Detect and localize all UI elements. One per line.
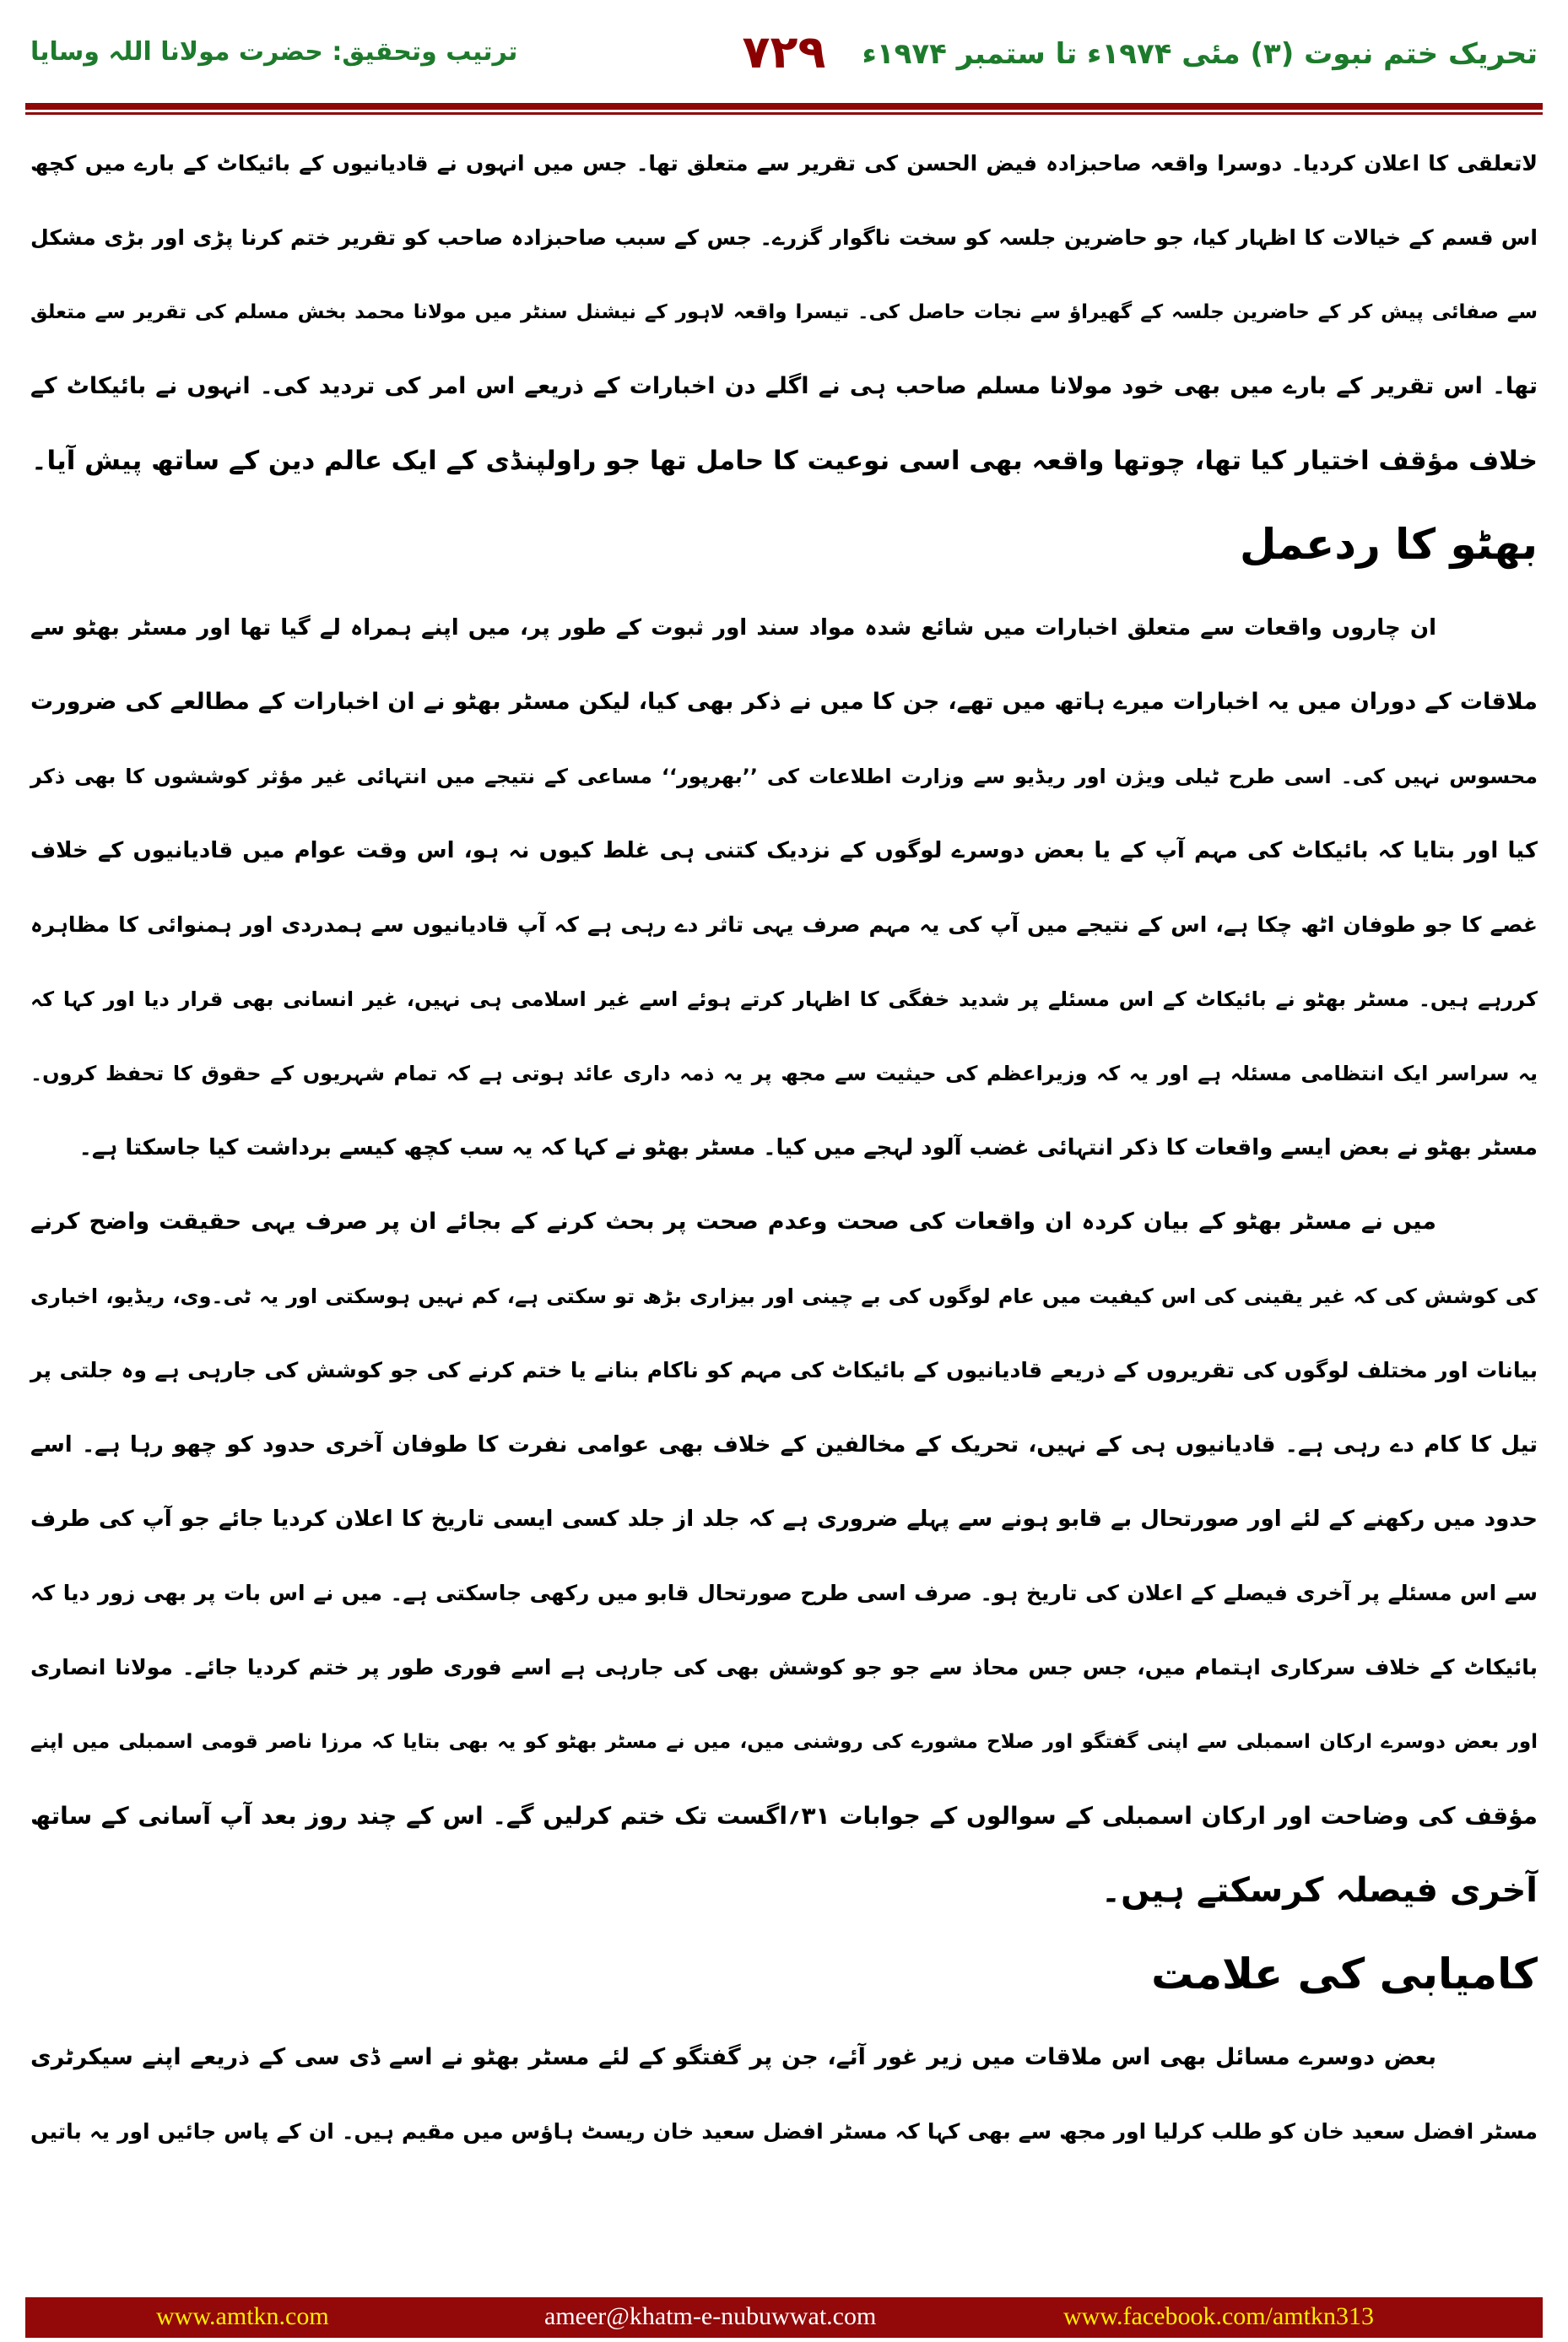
text-line: ملاقات کے دوران میں یہ اخبارات میرے ہاتھ میں تھے، جن کا میں نے ذکر بھی کیا، لیکن مسٹر بھٹو نے ان اخبارات کے مطالعے کی ضرورت bbox=[30, 689, 1538, 715]
text-line: یہ سراسر ایک انتظامی مسئلہ ہے اور یہ کہ وزیراعظم کی حیثیت سے مجھ پر یہ ذمہ داری عائد ہوتی ہے کہ تمام شہریوں کے حقوق کا تحفظ کروں۔ bbox=[30, 1062, 1538, 1085]
page-header bbox=[0, 25, 1568, 93]
text-line: مسٹر افضل سعید خان کو طلب کرلیا اور مجھ سے بھی کہا کہ مسٹر افضل سعید خان ریسٹ ہاؤس میں مقیم ہیں۔ ان کے پاس جائیں اور یہ باتیں bbox=[30, 2119, 1538, 2144]
text-line: میں نے مسٹر بھٹو کے بیان کردہ ان واقعات کی صحت وعدم صحت پر بحث کرنے کے بجائے ان پر صرف یہی حقیقت واضح کرنے bbox=[30, 1209, 1436, 1235]
section-heading-bhutto-reaction: بھٹو کا ردعمل bbox=[1240, 520, 1538, 569]
text-line: آخری فیصلہ کرسکتے ہیں۔ bbox=[1100, 1871, 1538, 1910]
page-body bbox=[30, 127, 1538, 2169]
text-line: محسوس نہیں کی۔ اسی طرح ٹیلی ویژن اور ریڈیو سے وزارت اطلاعات کی ’’بھرپور‘‘ مساعی کے نتیجے میں انتہائی غیر مؤثر کوششوں کا بھی ذکر bbox=[30, 765, 1538, 788]
footer-website-link[interactable]: www.amtkn.com bbox=[156, 2302, 329, 2330]
paragraph-section-1 bbox=[30, 127, 1538, 498]
text-line: بائیکاٹ کے خلاف سرکاری اہتمام میں، جس جس محاذ سے جو جو کوشش بھی کی جارہی ہے اسے فوری طور پر ختم کردیا جائے۔ مولانا انصاری bbox=[30, 1655, 1538, 1679]
text-line: کیا اور بتایا کہ بائیکاٹ کی مہم آپ کے یا بعض دوسرے لوگوں کے نزدیک کتنی ہی غلط کیوں نہ ہو، اس وقت عوام میں قادیانیوں کے خلاف bbox=[30, 838, 1538, 863]
book-title: تحریک ختم نبوت (۳) مئی ۱۹۷۴ء تا ستمبر ۱۹۷۴ء bbox=[862, 37, 1538, 71]
text-line: اور بعض دوسرے ارکان اسمبلی سے اپنی گفتگو اور صلاح مشورے کی روشنی میں، میں نے مسٹر بھٹو کو یہ بھی بتایا کہ مرزا ناصر قومی اسمبلی میں اپنے bbox=[30, 1731, 1538, 1753]
paragraph-section-3 bbox=[30, 2020, 1538, 2169]
text-line: اس قسم کے خیالات کا اظہار کیا، جو حاضرین جلسہ کو سخت ناگوار گزرے۔ جس کے سبب صاحبزادہ صاحب کو تقریر ختم کرنا پڑی اور بڑی مشکل bbox=[30, 225, 1538, 250]
text-line: غصے کا جو طوفان اٹھ چکا ہے، اس کے نتیجے میں آپ کی یہ مہم صرف یہی تاثر دے رہی ہے کہ آپ قادیانیوں سے ہمدردی اور ہمنوائی کا مظاہرہ bbox=[30, 912, 1538, 937]
text-line: سے اس مسئلے پر آخری فیصلے کے اعلان کی تاریخ ہو۔ صرف اسی طرح صورتحال قابو میں رکھی جاسکتی ہے۔ میں نے اس بات پر بھی زور دیا کہ bbox=[30, 1581, 1538, 1605]
header-rule-thick bbox=[25, 103, 1543, 110]
header-rule-thin bbox=[25, 112, 1543, 115]
text-line: خلاف مؤقف اختیار کیا تھا، چوتھا واقعہ بھی اسی نوعیت کا حامل تھا جو راولپنڈی کے ایک عالم دین کے ساتھ پیش آیا۔ bbox=[31, 446, 1538, 476]
footer-facebook-link[interactable]: www.facebook.com/amtkn313 bbox=[1063, 2302, 1374, 2330]
text-line: ان چاروں واقعات سے متعلق اخبارات میں شائع شدہ مواد سند اور ثبوت کے طور پر، میں اپنے ہمراہ لے گیا تھا اور مسٹر بھٹو سے bbox=[30, 615, 1436, 641]
page-number: ۷۲۹ bbox=[742, 25, 826, 78]
text-line: کی کوشش کی کہ غیر یقینی کی اس کیفیت میں عام لوگوں کی بے چینی اور بیزاری بڑھ تو سکتی ہے، کم نہیں ہوسکتی اور یہ ٹی۔وی، ریڈیو، اخباری bbox=[30, 1285, 1538, 1308]
text-line: بیانات اور مختلف لوگوں کی تقریروں کے ذریعے قادیانیوں کے بائیکاٹ کی مہم کو ناکام بنانے یا ختم کرنے کی جو کوشش کی جارہی ہے وہ جلتی پر bbox=[30, 1358, 1538, 1382]
text-line: کررہے ہیں۔ مسٹر بھٹو نے بائیکاٹ کے اس مسئلے پر شدید خفگی کا اظہار کرتے ہوئے اسے غیر اسلامی ہی نہیں، غیر انسانی بھی قرار دیا اور کہا کہ bbox=[30, 987, 1538, 1011]
text-line: حدود میں رکھنے کے لئے اور صورتحال بے قابو ہونے سے پہلے ضروری ہے کہ جلد از جلد کسی ایسی تاریخ کا اعلان کردیا جائے جو آپ کی طرف bbox=[30, 1506, 1538, 1532]
text-line: بعض دوسرے مسائل بھی اس ملاقات میں زیر غور آئے، جن پر گفتگو کے لئے مسٹر بھٹو نے اسے ڈی سی کے ذریعے اپنے سیکرٹری bbox=[30, 2044, 1436, 2070]
section-heading-sign-of-success: کامیابی کی علامت bbox=[1151, 1950, 1538, 1999]
page-footer bbox=[25, 2297, 1543, 2338]
text-line: مسٹر بھٹو نے بعض ایسے واقعات کا ذکر انتہائی غضب آلود لہجے میں کیا۔ مسٹر بھٹو نے کہا کہ یہ سب کچھ کیسے برداشت کیا جاسکتا ہے۔ bbox=[78, 1135, 1538, 1160]
text-line: تھا۔ اس تقریر کے بارے میں بھی خود مولانا مسلم صاحب ہی نے اگلے دن اخبارات کے ذریعے اس امر کی تردید کی۔ انہوں نے بائیکاٹ کے bbox=[30, 373, 1538, 399]
text-line: تیل کا کام دے رہی ہے۔ قادیانیوں ہی کے نہیں، تحریک کے مخالفین کے خلاف بھی عوامی نفرت کا طوفان آخری حدود کو چھو رہا ہے۔ اسے bbox=[30, 1432, 1538, 1458]
paragraph-section-2 bbox=[30, 591, 1538, 1928]
text-line: سے صفائی پیش کر کے حاضرین جلسہ کے گھیراؤ سے نجات حاصل کی۔ تیسرا واقعہ لاہور کے نیشنل سنٹر میں مولانا محمد بخش مسلم کی تقریر سے متعلق bbox=[30, 301, 1538, 323]
text-line: لاتعلقی کا اعلان کردیا۔ دوسرا واقعہ صاحبزادہ فیض الحسن کی تقریر سے متعلق تھا۔ جس میں انہوں نے قادیانیوں کے بائیکاٹ کے بارے میں کچھ bbox=[30, 151, 1538, 176]
text-line: مؤقف کی وضاحت اور ارکان اسمبلی کے سوالوں کے جوابات ۳۱؍اگست تک ختم کرلیں گے۔ اس کے چند روز بعد آپ آسانی کے ساتھ bbox=[30, 1802, 1538, 1830]
footer-email-link[interactable]: ameer@khatm-e-nubuwwat.com bbox=[544, 2302, 877, 2330]
compiler-credit: ترتیب وتحقیق: حضرت مولانا اللہ وسایا bbox=[30, 37, 518, 67]
